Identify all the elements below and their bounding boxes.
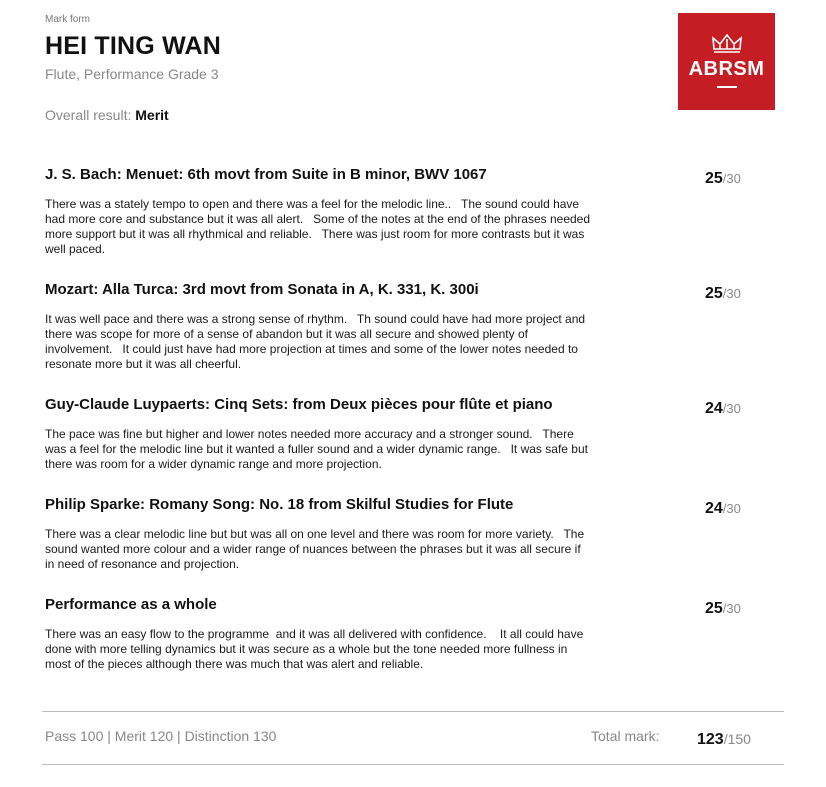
section-piece-2 <box>45 281 765 372</box>
section-title: Mozart: Alla Turca: 3rd movt from Sonata in A, K. 331, K. 300i <box>45 281 479 298</box>
candidate-name: HEI TING WAN <box>45 32 222 60</box>
section-score: 24 <box>705 500 723 517</box>
section-max: /30 <box>722 601 741 616</box>
section-comment: There was a stately tempo to open and there was a feel for the melodic line.. The sound could have had more core and substance but it was all alert. Some of the notes at the end of the phrases needed more support but it was all rhythmical and reliable. There was just room for more contrasts but it was well paced. <box>45 197 594 256</box>
section-max: /30 <box>722 171 741 186</box>
section-comment: There was an easy flow to the programme and it was all delivered with confidence. It all could have done with more telling dynamics but it was secure as a whole but the tone needed more fullness in most of the pieces although there was much that was alert and reliable. <box>45 627 587 671</box>
section-comment: The pace was fine but higher and lower notes needed more accuracy and a stronger sound. There was a feel for the melodic line but it wanted a fuller sound and a wider dynamic range. It was safe but there was room for a wider dynamic range and more projection. <box>45 427 592 471</box>
total-mark-label: Total mark: <box>591 728 660 744</box>
section-score: 24 <box>705 400 723 417</box>
section-title: J. S. Bach: Menuet: 6th movt from Suite in B minor, BWV 1067 <box>45 166 487 183</box>
section-score: 25 <box>705 170 723 187</box>
total-score: 123 <box>697 731 724 748</box>
section-title: Philip Sparke: Romany Song: No. 18 from Skilful Studies for Flute <box>45 496 514 513</box>
form-label: Mark form <box>45 14 90 25</box>
footer-bottom-divider <box>42 764 784 765</box>
overall-result <box>45 107 169 123</box>
section-piece-3 <box>45 396 765 472</box>
logo-text: ABRSM <box>688 58 765 80</box>
overall-result-value: Merit <box>135 107 169 123</box>
section-piece-1 <box>45 166 765 257</box>
section-piece-4 <box>45 496 765 572</box>
section-title: Guy-Claude Luypaerts: Cinq Sets: from Deux pièces pour flûte et piano <box>45 396 553 413</box>
total-max: /150 <box>723 731 751 747</box>
section-comment: There was a clear melodic line but but was all on one level and there was room for more variety. The sound wanted more colour and a wider range of nuances between the phrases but it was all secure if in need of resonance and projection. <box>45 527 588 571</box>
section-mark <box>705 600 805 618</box>
section-comment: It was well pace and there was a strong sense of rhythm. Th sound could have had more project and there was scope for more of a sense of abandon but it was all secure and showed plenty of involvement. It could just have had more projection at times and some of the lower notes needed to resonate more but it was all cheerful. <box>45 312 589 371</box>
section-mark <box>705 285 805 303</box>
section-performance-whole <box>45 596 765 672</box>
exam-subtitle: Flute, Performance Grade 3 <box>45 66 219 82</box>
footer-top-divider <box>42 711 784 712</box>
abrsm-logo <box>678 13 775 110</box>
section-max: /30 <box>722 501 741 516</box>
section-mark <box>705 400 805 418</box>
section-score: 25 <box>705 285 723 302</box>
section-score: 25 <box>705 600 723 617</box>
grade-thresholds: Pass 100 | Merit 120 | Distinction 130 <box>45 728 277 744</box>
section-mark <box>705 170 805 188</box>
crown-icon <box>710 33 744 53</box>
section-max: /30 <box>722 286 741 301</box>
section-title: Performance as a whole <box>45 596 217 613</box>
overall-result-label: Overall result: <box>45 107 132 123</box>
section-mark <box>705 500 805 518</box>
logo-divider <box>717 86 737 88</box>
total-mark <box>697 731 751 749</box>
section-max: /30 <box>722 401 741 416</box>
